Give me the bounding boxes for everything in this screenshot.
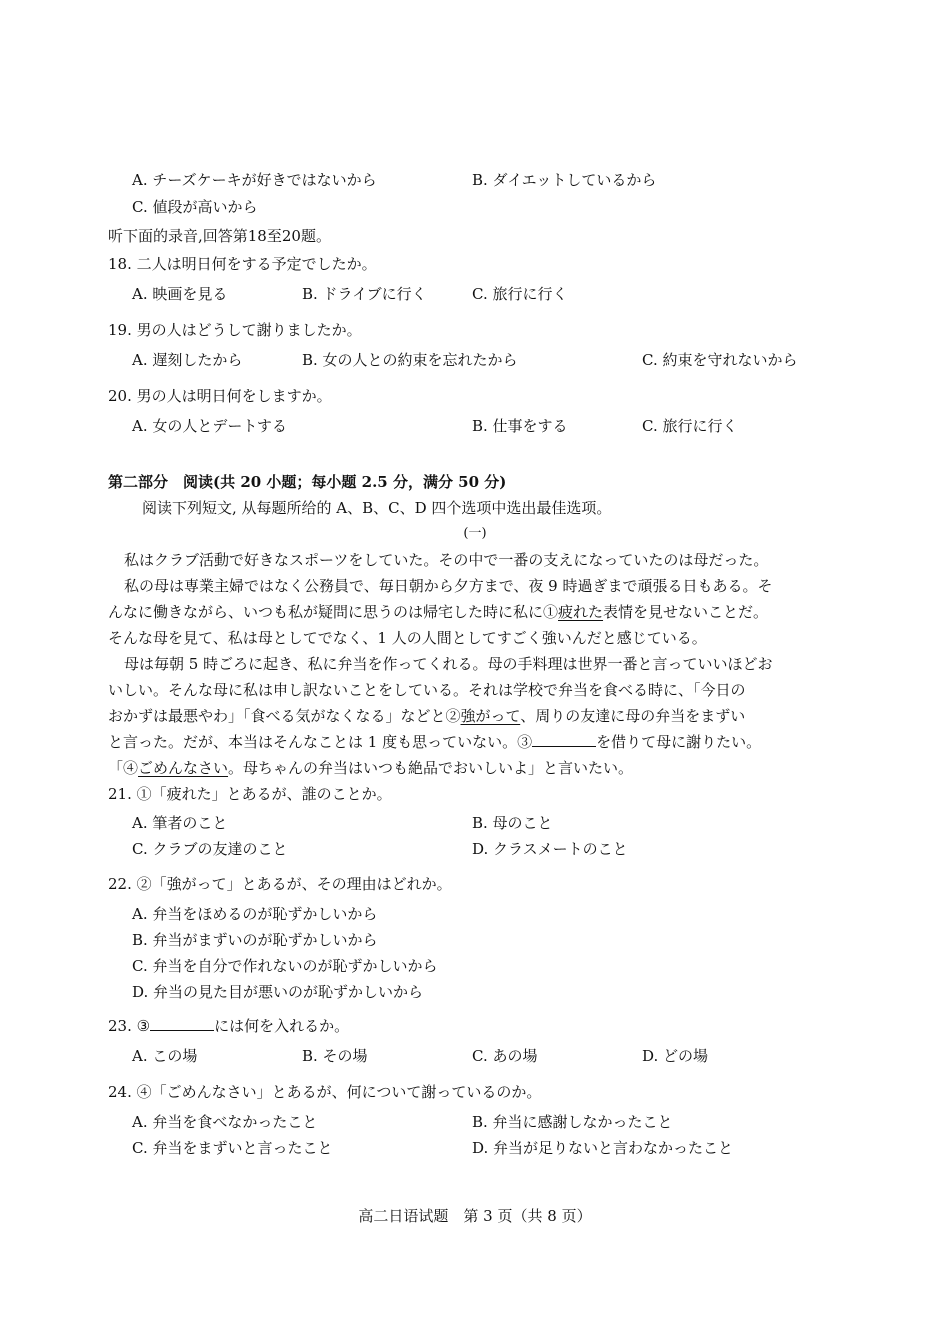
passage-p2-line1: 私の母は専業主婦ではなく公務員で、毎日朝から夕方まで、夜 9 時過ぎまで頑張る日もある。そ xyxy=(124,577,773,595)
q21-option-c: C. クラブの友達のこと xyxy=(132,840,288,858)
q20-option-a: A. 女の人とデートする xyxy=(132,417,287,435)
underlined-tsukareta: 疲れた xyxy=(558,603,604,621)
q24-option-b: B. 弁当に感謝しなかったこと xyxy=(472,1113,673,1131)
q18-option-b: B. ドライブに行く xyxy=(302,285,427,303)
section2-instruction: 阅读下列短文, 从每题所给的 A、B、C、D 四个选项中选出最佳选项。 xyxy=(142,499,612,517)
passage-p3-line1: 母は毎朝 5 時ごろに起き、私に弁当を作ってくれる。母の手料理は世界一番と言っていいほどお xyxy=(124,655,773,673)
passage-p3-line3: おかずは最悪やわ」「食べる気がなくなる」などと②強がって、周りの友達に母の弁当をまずい xyxy=(108,707,746,725)
q23-option-d: D. どの場 xyxy=(642,1047,709,1065)
passage-number: (一) xyxy=(463,526,487,541)
q22-option-a: A. 弁当をほめるのが恥ずかしいから xyxy=(132,905,378,923)
q21-stem: 21. ①「疲れた」とあるが、誰のことか。 xyxy=(108,785,392,803)
q20-option-b: B. 仕事をする xyxy=(472,417,568,435)
q22-option-c: C. 弁当を自分で作れないのが恥ずかしいから xyxy=(132,957,438,975)
page-footer: 高二日语试题 第 3 页（共 8 页） xyxy=(358,1207,592,1225)
q20-option-c: C. 旅行に行く xyxy=(642,417,738,435)
q24-option-c: C. 弁当をまずいと言ったこと xyxy=(132,1139,333,1157)
q19-option-a: A. 遅刻したから xyxy=(132,351,243,369)
q22-stem: 22. ②「強がって」とあるが、その理由はどれか。 xyxy=(108,875,452,893)
blank-3-q23 xyxy=(150,1016,214,1031)
q21-option-d: D. クラスメートのこと xyxy=(472,840,628,858)
q17-option-b: B. ダイエットしているから xyxy=(472,171,657,189)
q19-option-b: B. 女の人との約束を忘れたから xyxy=(302,351,518,369)
q23-stem: 23. ③ には何を入れるか。 xyxy=(108,1017,350,1035)
q18-option-a: A. 映画を見る xyxy=(132,285,228,303)
listening-instruction: 听下面的录音,回答第18至20题。 xyxy=(108,227,331,245)
q24-option-a: A. 弁当を食べなかったこと xyxy=(132,1113,318,1131)
q23-option-a: A. この場 xyxy=(132,1047,198,1065)
q23-option-c: C. あの場 xyxy=(472,1047,538,1065)
q22-option-b: B. 弁当がまずいのが恥ずかしいから xyxy=(132,931,378,949)
passage-p3-line4: と言った。だが、本当はそんなことは 1 度も思っていない。③ を借りて母に謝りたい。 xyxy=(108,733,762,751)
q17-option-c: C. 値段が高いから xyxy=(132,198,258,216)
q18-stem: 18. 二人は明日何をする予定でしたか。 xyxy=(108,255,377,273)
passage-p3-line5: 「④ごめんなさい。母ちゃんの弁当はいつも絶品でおいしいよ」と言いたい。 xyxy=(108,759,634,777)
q18-option-c: C. 旅行に行く xyxy=(472,285,568,303)
q23-option-b: B. その場 xyxy=(302,1047,368,1065)
blank-3 xyxy=(532,732,596,747)
underlined-tsuyogatte: 強がって xyxy=(460,707,521,725)
passage-p2-line2: んなに働きながら、いつも私が疑問に思うのは帰宅した時に私に①疲れた表情を見せないことだ。 xyxy=(108,603,769,621)
q22-option-d: D. 弁当の見た目が悪いのが恥ずかしいから xyxy=(132,983,424,1001)
q24-stem: 24. ④「ごめんなさい」とあるが、何について謝っているのか。 xyxy=(108,1083,542,1101)
passage-p1: 私はクラブ活動で好きなスポーツをしていた。その中で一番の支えになっていたのは母だった。 xyxy=(124,551,769,569)
section2-title: 第二部分 阅读(共 20 小题；每小题 2.5 分，满分 50 分) xyxy=(108,473,507,491)
q17-option-a: A. チーズケーキが好きではないから xyxy=(132,171,377,189)
q24-option-d: D. 弁当が足りないと言わなかったこと xyxy=(472,1139,734,1157)
q21-option-a: A. 筆者のこと xyxy=(132,814,228,832)
passage-p2-line3: そんな母を見て、私は母としてでなく、1 人の人間としてすごく強いんだと感じている。 xyxy=(108,629,707,647)
q19-option-c: C. 約束を守れないから xyxy=(642,351,798,369)
q20-stem: 20. 男の人は明日何をしますか。 xyxy=(108,387,332,405)
q19-stem: 19. 男の人はどうして謝りましたか。 xyxy=(108,321,362,339)
passage-p3-line2: いしい。そんな母に私は申し訳ないことをしている。それは学校で弁当を食べる時に、「今日の xyxy=(108,681,746,699)
q21-option-b: B. 母のこと xyxy=(472,814,553,832)
underlined-gomennasai: ごめんなさい xyxy=(138,759,229,777)
